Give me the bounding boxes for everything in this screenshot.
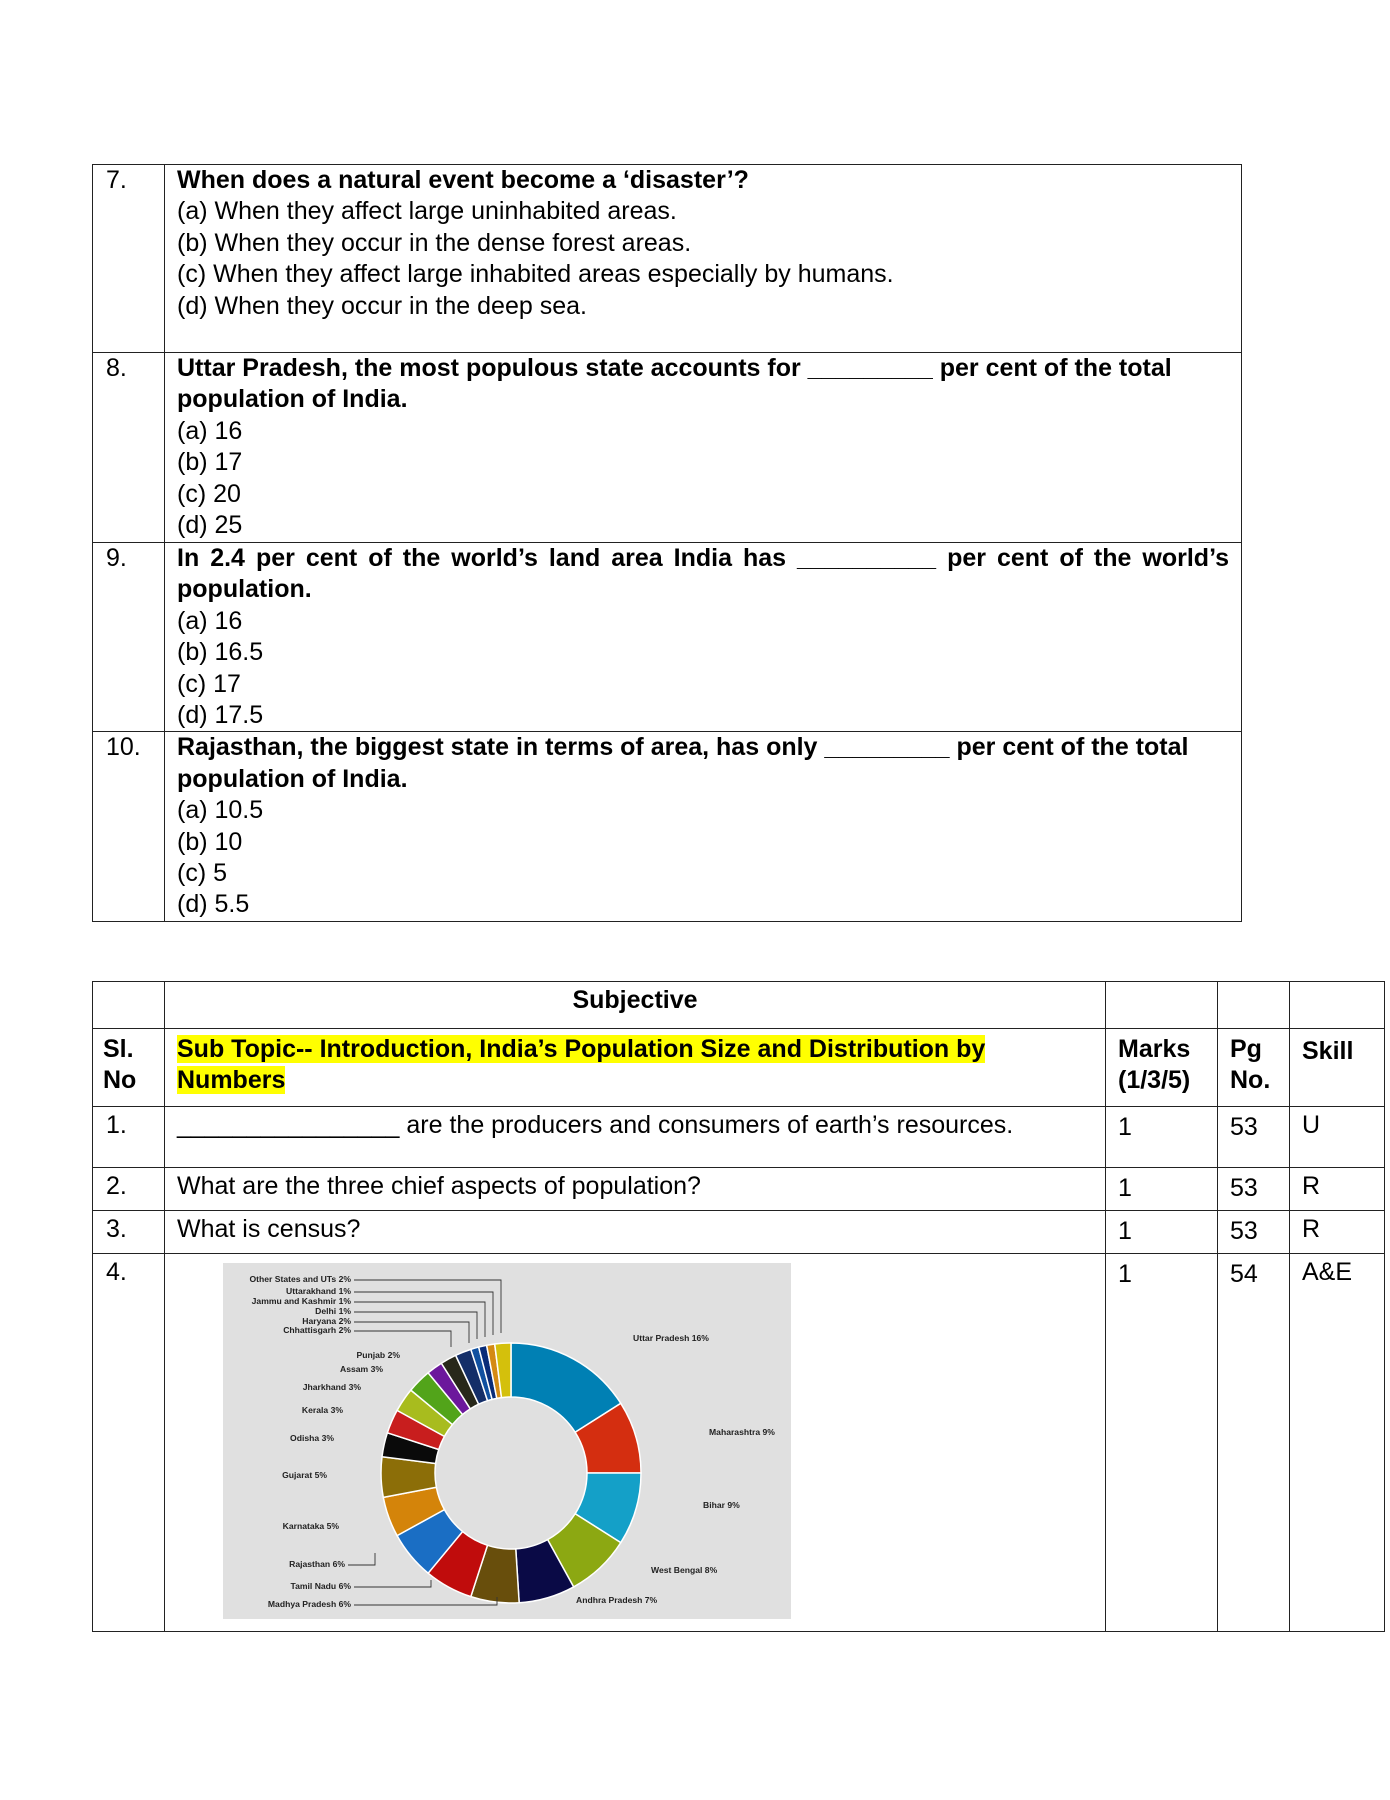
table-row bbox=[93, 1107, 1385, 1168]
row-skill: R bbox=[1290, 1168, 1385, 1211]
option: (d) 5.5 bbox=[177, 890, 250, 919]
sl-no-header: Sl. No bbox=[93, 1029, 165, 1107]
slice-label: Chhattisgarh 2% bbox=[283, 1325, 351, 1335]
slice-label: Karnataka 5% bbox=[282, 1521, 339, 1531]
row-number: 1. bbox=[93, 1107, 165, 1168]
question-number: 9. bbox=[93, 543, 165, 732]
slice-label: Uttarakhand 1% bbox=[286, 1286, 351, 1296]
option: (c) 20 bbox=[177, 479, 241, 508]
option: (b) 17 bbox=[177, 448, 243, 477]
table-row bbox=[93, 1211, 1385, 1254]
option: (b) When they occur in the dense forest areas. bbox=[177, 228, 692, 257]
row-skill: A&E bbox=[1290, 1254, 1385, 1632]
option: (a) 16 bbox=[177, 416, 243, 445]
question-text: Uttar Pradesh, the most populous state accounts for _________ per cent of the total population of India. bbox=[177, 354, 1172, 414]
option: (d) 17.5 bbox=[177, 701, 264, 730]
row-question: What is census? bbox=[165, 1211, 1106, 1254]
slice-label: Gujarat 5% bbox=[282, 1470, 327, 1480]
option: (c) 5 bbox=[177, 859, 227, 888]
pg-no-header: Pg No. bbox=[1218, 1029, 1290, 1107]
table-row bbox=[93, 732, 1242, 922]
slice-label: Andhra Pradesh 7% bbox=[576, 1595, 658, 1605]
slice-label: Tamil Nadu 6% bbox=[290, 1581, 351, 1591]
chart-cell bbox=[165, 1254, 1106, 1632]
question-cell bbox=[165, 543, 1242, 732]
question-text: Rajasthan, the biggest state in terms of area, has only _________ per cent of the total population of India. bbox=[177, 733, 1189, 793]
row-number: 3. bbox=[93, 1211, 165, 1254]
option: (c) 17 bbox=[177, 669, 241, 698]
row-number: 4. bbox=[93, 1254, 165, 1632]
option: (d) 25 bbox=[177, 511, 243, 540]
table-row bbox=[93, 543, 1242, 732]
row-skill: R bbox=[1290, 1211, 1385, 1254]
question-cell bbox=[165, 165, 1242, 353]
slice-label: Bihar 9% bbox=[703, 1500, 740, 1510]
row-pg: 53 bbox=[1218, 1211, 1290, 1254]
option: (c) When they affect large inhabited areas especially by humans. bbox=[177, 260, 894, 289]
header-row bbox=[93, 1029, 1385, 1107]
slice-label: Madhya Pradesh 6% bbox=[267, 1599, 351, 1609]
subtopic-highlight: Sub Topic-- Introduction, India’s Population Size and Distribution by Numbers bbox=[177, 1035, 986, 1094]
question-text: In 2.4 per cent of the world’s land area India has __________ per cent of the world’s population. bbox=[177, 544, 1229, 604]
row-pg: 54 bbox=[1218, 1254, 1290, 1632]
slice-label: Kerala 3% bbox=[301, 1405, 343, 1415]
mcq-table bbox=[92, 164, 1242, 922]
option: (a) When they affect large uninhabited areas. bbox=[177, 197, 677, 226]
table-row bbox=[93, 982, 1385, 1029]
option: (b) 10 bbox=[177, 827, 243, 856]
slice-label: Haryana 2% bbox=[302, 1316, 351, 1326]
row-marks: 1 bbox=[1106, 1107, 1218, 1168]
slice-label: Uttar Pradesh 16% bbox=[633, 1333, 709, 1343]
subjective-table bbox=[92, 981, 1385, 1632]
table-row bbox=[93, 1168, 1385, 1211]
table-row bbox=[93, 353, 1242, 543]
row-marks: 1 bbox=[1106, 1168, 1218, 1211]
question-cell bbox=[165, 732, 1242, 922]
question-cell bbox=[165, 353, 1242, 543]
row-pg: 53 bbox=[1218, 1107, 1290, 1168]
section-title: Subjective bbox=[165, 982, 1106, 1029]
slice-label: West Bengal 8% bbox=[651, 1565, 718, 1575]
table-row bbox=[93, 165, 1242, 353]
option: (a) 10.5 bbox=[177, 796, 264, 825]
row-question: ________________ are the producers and consumers of earth’s resources. bbox=[165, 1107, 1106, 1168]
question-number: 8. bbox=[93, 353, 165, 543]
slice-label: Odisha 3% bbox=[290, 1433, 334, 1443]
slice-label: Punjab 2% bbox=[356, 1350, 400, 1360]
row-marks: 1 bbox=[1106, 1211, 1218, 1254]
row-marks: 1 bbox=[1106, 1254, 1218, 1632]
table-row bbox=[93, 1254, 1385, 1632]
subtopic-header bbox=[165, 1029, 1106, 1107]
row-number: 2. bbox=[93, 1168, 165, 1211]
skill-header: Skill bbox=[1290, 1029, 1385, 1107]
question-number: 7. bbox=[93, 165, 165, 353]
slice-label: Other States and UTs 2% bbox=[249, 1274, 351, 1284]
row-pg: 53 bbox=[1218, 1168, 1290, 1211]
slice-label: Jharkhand 3% bbox=[302, 1382, 361, 1392]
option: (a) 16 bbox=[177, 606, 243, 635]
slice-label: Rajasthan 6% bbox=[289, 1559, 345, 1569]
slice-label: Jammu and Kashmir 1% bbox=[251, 1296, 351, 1306]
row-skill: U bbox=[1290, 1107, 1385, 1168]
slice-label: Maharashtra 9% bbox=[709, 1427, 775, 1437]
option: (d) When they occur in the deep sea. bbox=[177, 291, 587, 320]
slice-label: Delhi 1% bbox=[315, 1306, 351, 1316]
population-share-donut-chart bbox=[223, 1263, 791, 1619]
marks-header: Marks (1/3/5) bbox=[1106, 1029, 1218, 1107]
option: (b) 16.5 bbox=[177, 638, 264, 667]
question-number: 10. bbox=[93, 732, 165, 922]
slice-label: Assam 3% bbox=[340, 1364, 383, 1374]
row-question: What are the three chief aspects of population? bbox=[165, 1168, 1106, 1211]
question-text: When does a natural event become a ‘disaster’? bbox=[177, 166, 749, 194]
